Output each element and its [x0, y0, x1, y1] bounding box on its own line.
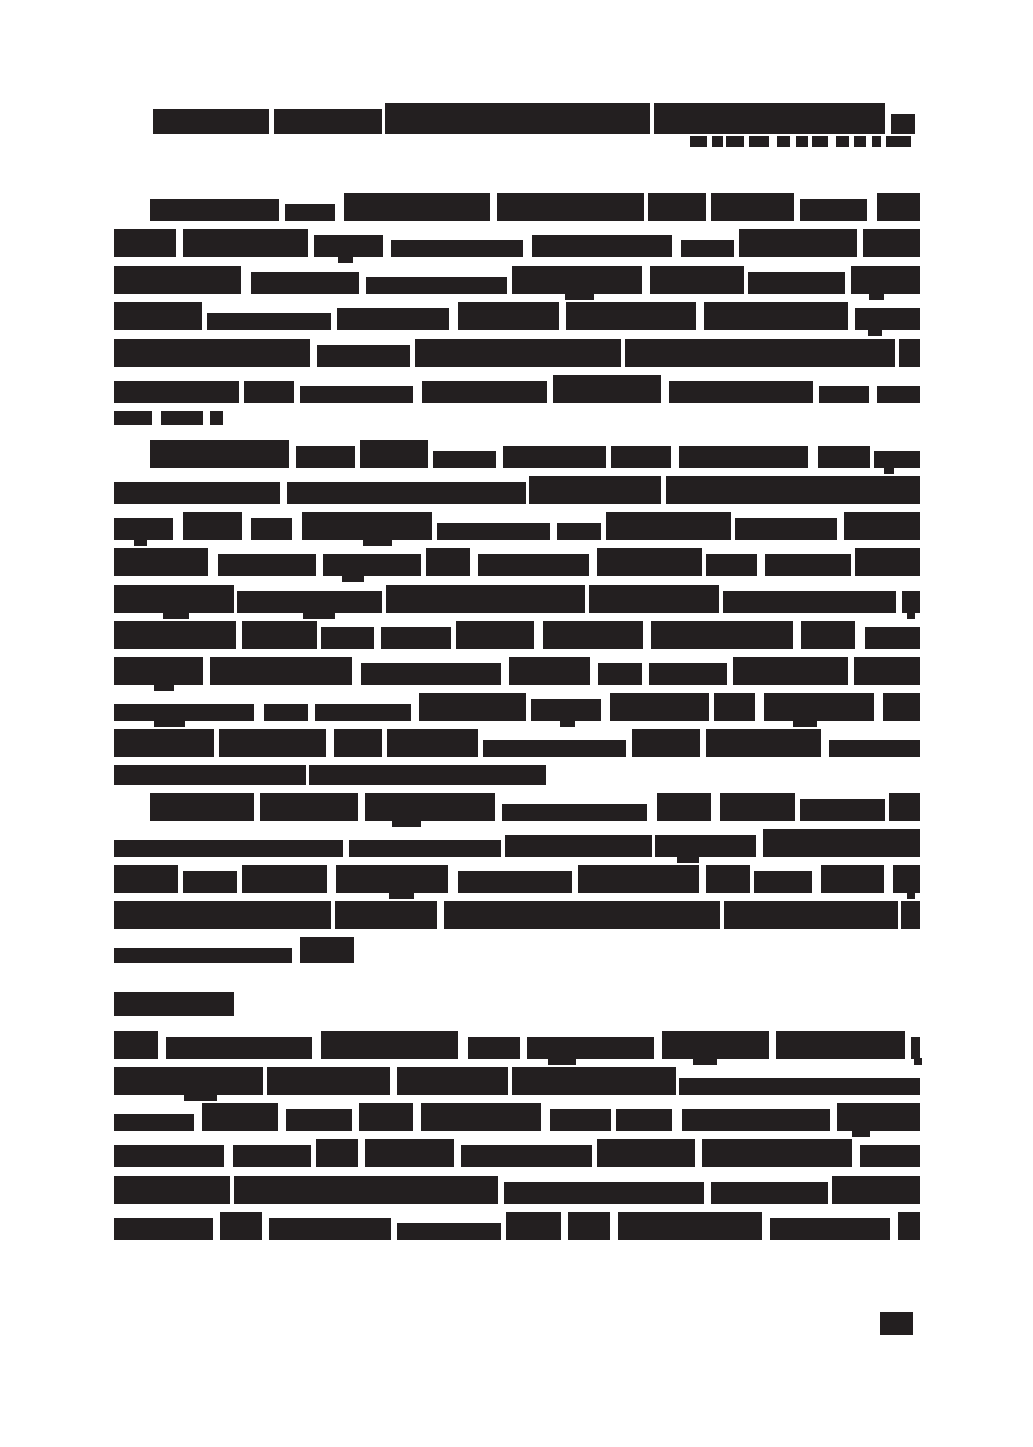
ink-blob-word — [880, 1312, 913, 1335]
text-line-blob — [880, 1312, 913, 1335]
